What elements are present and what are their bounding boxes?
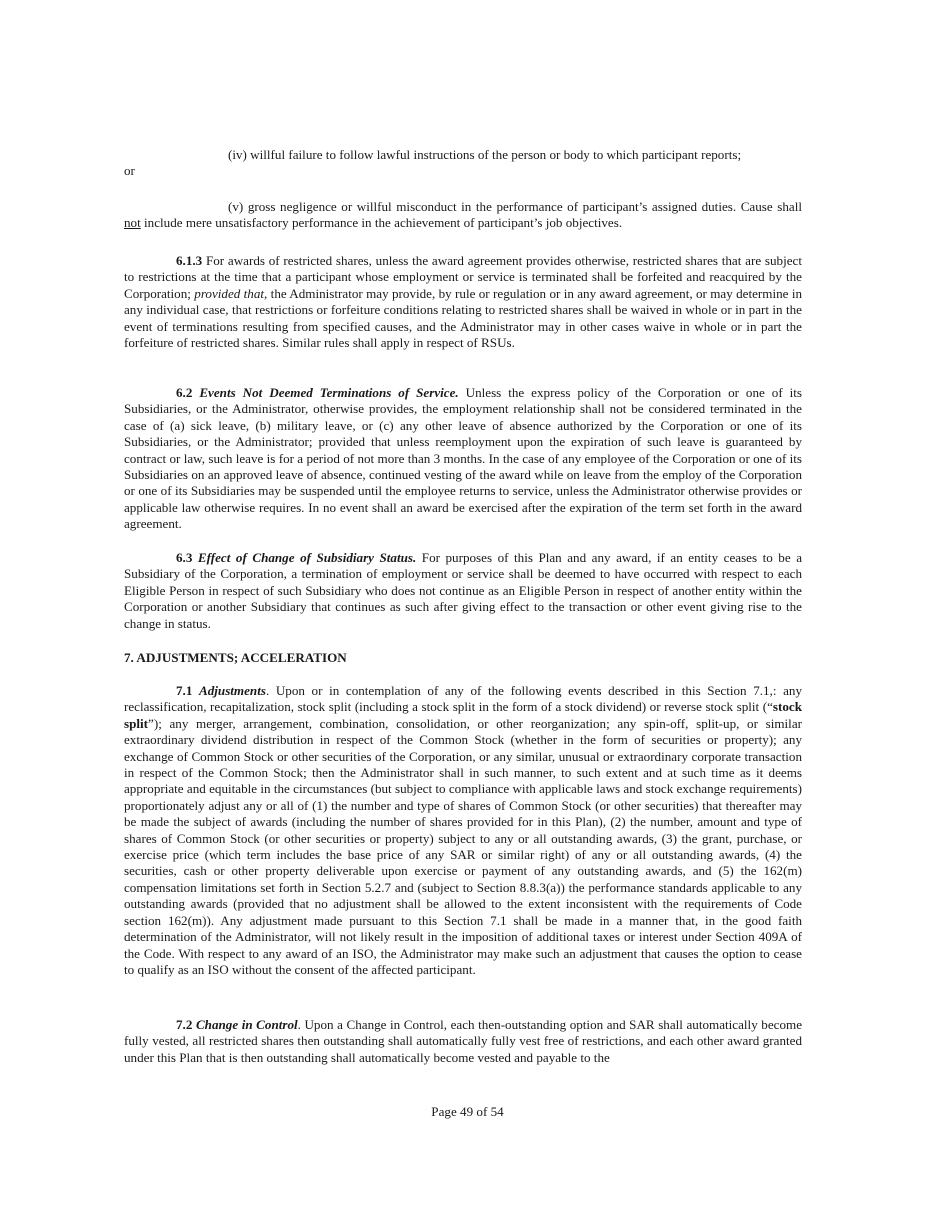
section-7-2-body: . Upon a Change in Control, each then-outstanding option and SAR shall automatically become fully vested, all restricted shares then outstanding shall automatically fully vest free of restrictions, and each other award granted under this Plan that is then outstanding shall automatically become vested and payable to the <box>124 1017 803 1065</box>
section-7-2-title: Change in Control <box>195 1017 298 1032</box>
item-v-text <box>124 199 802 232</box>
item-v-pre: (v) gross negligence or willful misconduct in the performance of participant’s assigned duties. Cause shall <box>228 199 802 214</box>
section-6-3-title: Effect of Change of Subsidiary Status. <box>197 550 417 565</box>
section-6-3 <box>124 550 802 632</box>
section-7-1-title: Adjustments <box>199 683 266 698</box>
section-6-2-body: Unless the express policy of the Corporation or one of its Subsidiaries, or the Administrator, otherwise provides, the employment relationship shall not be considered terminated in the case of (a) sick leave, (b) military leave, or (c) any other leave of absence authorized by the Corporation or one of its Subsidiaries, or the Administrator; provided that unless reemployment upon the expiration of such leave is guaranteed by contract or law, such leave is for a period of not more than 3 months. In the case of any employee of the Corporation or one of its Subsidiaries on an approved leave of absence, continued vesting of the award while on leave from the employ of the Corporation or one of its Subsidiaries may be suspended until the employee returns to service, unless the Administrator otherwise provides or applicable law otherwise requires. In no event shall an award be exercised after the expiration of the term set forth in the award agreement. <box>124 385 802 532</box>
section-6-2-title: Events Not Deemed Terminations of Service. <box>199 385 459 400</box>
section-7-1-text <box>124 683 802 978</box>
section-6-1-3-pre: For awards of restricted shares, unless the award agreement provides otherwise, restricted shares that are subject to restrictions at the time that a participant whose employment or service is terminated shall be forfeited and reacquired by the Corporation; <box>124 253 802 301</box>
section-6-2 <box>124 385 802 533</box>
footer-of: of <box>473 1104 491 1119</box>
section-6-2-text <box>124 385 802 533</box>
section-6-1-3-post: the Administrator may provide, by rule or regulation or in any award agreement, or may determine in any individual case, that restrictions or forfeiture conditions relating to restricted shares shall be waived in whole or in part in the event of terminations resulting from specified causes, and the Administrator may in other cases waive in whole or in part the forfeiture of restricted shares. Similar rules shall apply in respect of RSUs. <box>124 285 803 351</box>
section-6-1-3-number: 6.1.3 <box>176 253 203 268</box>
section-7-2 <box>124 1017 802 1066</box>
page-number-current: 49 <box>460 1104 474 1119</box>
section-6-2-number: 6.2 <box>176 385 193 400</box>
section-7-1-post: ”); any merger, arrangement, combination, consolidation, or other reorganization; any spin-off, split-up, or similar extraordinary dividend distribution in respect of the Common Stock (whether in the form of securities or property); any exchange of Common Stock or other securities of the Corporation, or any similar, unusual or extraordinary corporate transaction in respect of the Common Stock; then the Administrator shall in such manner, to such extent and at such time as it deems appropriate and equitable in the circumstances (but subject to compliance with applicable laws and stock exchange requirements) proportionately adjust any or all of (1) the number and type of shares of Common Stock (or other securities) that thereafter may be made the subject of awards (including the number of shares provided for in this Plan), (2) the number, amount and type of shares of Common Stock (or other securities or property) subject to any or all outstanding awards, (3) the grant, purchase, or exercise price (which term includes the base price of any SAR or similar right) of any or all outstanding awards, (4) the securities, cash or other property deliverable upon exercise or payment of any outstanding awards, and (5) the 162(m) compensation limitations set forth in Section 5.2.7 and (subject to Section 8.8.3(a)) the performance standards applicable to any outstanding awards (provided that no adjustment shall be allowed to the extent inconsistent with the requirements of Code section 162(m)). Any adjustment made pursuant to this Section 7.1 shall be made in a manner that, in the good faith determination of the Administrator, will not likely result in the imposition of additional taxes or interest under Section 409A of the Code. With respect to any award of an ISO, the Administrator may make such an adjustment that causes the option to cease to qualify as an ISO without the consent of the affected participant. <box>124 715 802 977</box>
item-v-not: not <box>124 215 141 231</box>
section-7-2-text <box>124 1017 802 1066</box>
section-6-3-number: 6.3 <box>176 550 193 565</box>
section-7-1 <box>124 683 802 978</box>
section-6-1-3-text <box>124 253 802 351</box>
page-number-total: 54 <box>490 1104 504 1119</box>
section-7-heading: 7. ADJUSTMENTS; ACCELERATION <box>124 650 347 665</box>
section-6-1-3 <box>124 253 802 351</box>
page-footer <box>0 1104 935 1120</box>
section-7-2-number: 7.2 <box>176 1017 193 1032</box>
section-7-1-number: 7.1 <box>176 683 193 698</box>
item-v <box>124 199 802 232</box>
section-6-3-body: For purposes of this Plan and any award, if an entity ceases to be a Subsidiary of the Corporation, a termination of employment or service shall be deemed to have occurred with respect to each Eligible Person in respect of such Subsidiary who does not continue as an Eligible Person in respect of another entity within the Corporation or another Subsidiary that continues as such after giving effect to the transaction or other event giving rise to the change in status. <box>124 550 802 631</box>
section-7-1-defined-term: stock split <box>124 699 802 731</box>
item-iv <box>124 147 802 180</box>
item-iv-text: (iv) willful failure to follow lawful instructions of the person or body to which participant reports; <box>228 147 742 162</box>
item-iv-or: or <box>124 163 135 179</box>
section-7-heading-block <box>124 650 802 666</box>
section-6-3-text <box>124 550 802 632</box>
section-7-1-pre: . Upon or in contemplation of any of the following events described in this Section 7.1,: any reclassification, recapitalization, stock split (including a stock split in the form of a stock dividend) or reverse stock split (“ <box>124 683 802 715</box>
section-6-1-3-italic: provided that, <box>194 285 268 301</box>
item-v-post: include mere unsatisfactory performance in the achievement of participant’s job objectives. <box>140 215 623 231</box>
footer-prefix: Page <box>431 1104 461 1119</box>
